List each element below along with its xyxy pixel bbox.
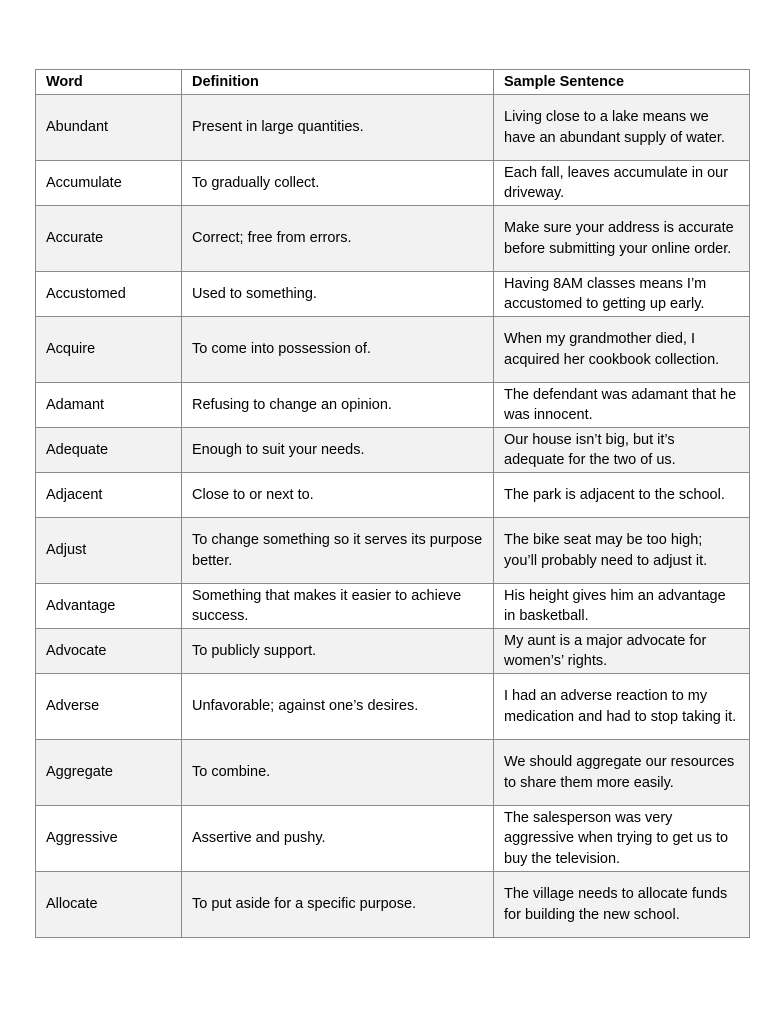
word-cell: Adamant: [36, 383, 182, 428]
table-row: [36, 806, 750, 872]
word-cell: Advocate: [36, 629, 182, 674]
word-cell: Acquire: [36, 317, 182, 383]
word-cell: Allocate: [36, 872, 182, 938]
vocabulary-table: [35, 69, 750, 938]
table-row: [36, 161, 750, 206]
word-cell: Accustomed: [36, 272, 182, 317]
word-cell: Adequate: [36, 428, 182, 473]
column-header-sample-sentence: Sample Sentence: [494, 70, 750, 95]
word-cell: Advantage: [36, 584, 182, 629]
definition-cell: To put aside for a specific purpose.: [182, 872, 494, 938]
table-row: [36, 206, 750, 272]
definition-cell: Correct; free from errors.: [182, 206, 494, 272]
table-row: [36, 95, 750, 161]
table-row: [36, 740, 750, 806]
table-row: [36, 272, 750, 317]
column-header-word: Word: [36, 70, 182, 95]
header-row: [36, 70, 750, 95]
definition-cell: To combine.: [182, 740, 494, 806]
table-row: [36, 383, 750, 428]
table-row: [36, 584, 750, 629]
sentence-cell: His height gives him an advantage in basketball.: [494, 584, 750, 629]
definition-cell: Refusing to change an opinion.: [182, 383, 494, 428]
sentence-cell: The bike seat may be too high; you’ll probably need to adjust it.: [494, 518, 750, 584]
sentence-cell: My aunt is a major advocate for women’s’ rights.: [494, 629, 750, 674]
definition-cell: To change something so it serves its purpose better.: [182, 518, 494, 584]
definition-cell: Close to or next to.: [182, 473, 494, 518]
word-cell: Adjust: [36, 518, 182, 584]
column-header-definition: Definition: [182, 70, 494, 95]
sentence-cell: The salesperson was very aggressive when trying to get us to buy the television.: [494, 806, 750, 872]
sentence-cell: Living close to a lake means we have an abundant supply of water.: [494, 95, 750, 161]
table-header: [36, 70, 750, 95]
definition-cell: Something that makes it easier to achieve success.: [182, 584, 494, 629]
word-cell: Accurate: [36, 206, 182, 272]
sentence-cell: Having 8AM classes means I’m accustomed to getting up early.: [494, 272, 750, 317]
sentence-cell: Make sure your address is accurate before submitting your online order.: [494, 206, 750, 272]
sentence-cell: I had an adverse reaction to my medication and had to stop taking it.: [494, 674, 750, 740]
sentence-cell: We should aggregate our resources to share them more easily.: [494, 740, 750, 806]
sentence-cell: When my grandmother died, I acquired her cookbook collection.: [494, 317, 750, 383]
table-row: [36, 317, 750, 383]
definition-cell: To publicly support.: [182, 629, 494, 674]
table-row: [36, 674, 750, 740]
definition-cell: To gradually collect.: [182, 161, 494, 206]
word-cell: Accumulate: [36, 161, 182, 206]
sentence-cell: The park is adjacent to the school.: [494, 473, 750, 518]
sentence-cell: The defendant was adamant that he was innocent.: [494, 383, 750, 428]
table-row: [36, 428, 750, 473]
table-body: [36, 95, 750, 938]
word-cell: Abundant: [36, 95, 182, 161]
table-row: [36, 872, 750, 938]
definition-cell: To come into possession of.: [182, 317, 494, 383]
table-row: [36, 518, 750, 584]
word-cell: Adverse: [36, 674, 182, 740]
word-cell: Aggregate: [36, 740, 182, 806]
sentence-cell: Our house isn’t big, but it’s adequate for the two of us.: [494, 428, 750, 473]
table-row: [36, 473, 750, 518]
word-cell: Adjacent: [36, 473, 182, 518]
definition-cell: Assertive and pushy.: [182, 806, 494, 872]
definition-cell: Present in large quantities.: [182, 95, 494, 161]
sentence-cell: Each fall, leaves accumulate in our driveway.: [494, 161, 750, 206]
definition-cell: Used to something.: [182, 272, 494, 317]
definition-cell: Unfavorable; against one’s desires.: [182, 674, 494, 740]
table-row: [36, 629, 750, 674]
sentence-cell: The village needs to allocate funds for building the new school.: [494, 872, 750, 938]
word-cell: Aggressive: [36, 806, 182, 872]
definition-cell: Enough to suit your needs.: [182, 428, 494, 473]
